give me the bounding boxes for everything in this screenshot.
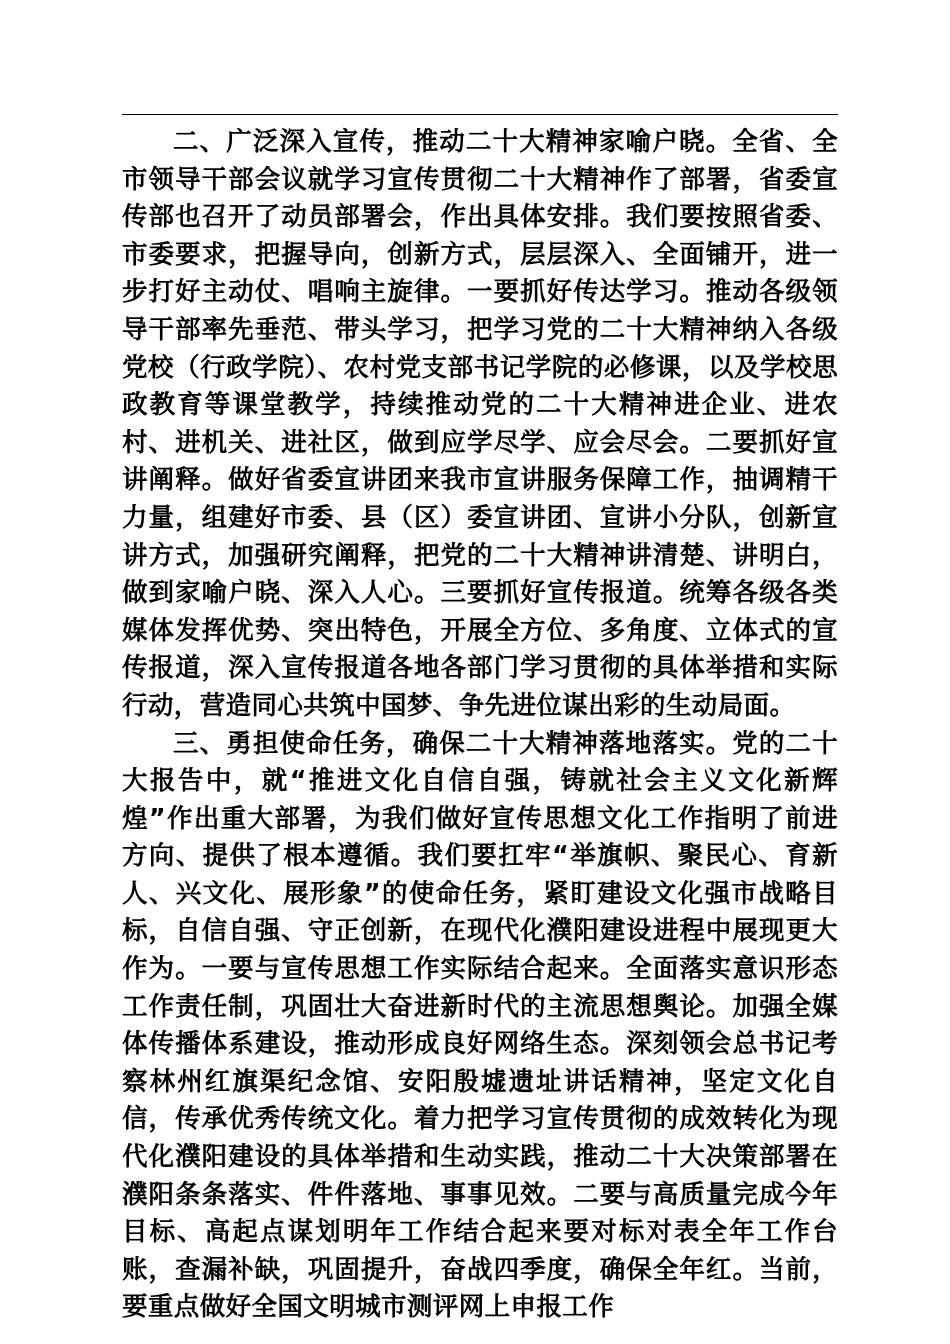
paragraph-section-three: 三、勇担使命任务，确保二十大精神落地落实。党的二十大报告中，就“推进文化自信自强，铸就社会主义文化新辉煌”作出重大部署，为我们做好宣传思想文化工作指明了前进方向、提供了根本遵循。我们要扛牢“举旗帜、聚民心、育新人、兴文化、展形象”的使命任务，紧盯建设文化强市战略目标，自信自强、守正创新，在现代化濮阳建设进程中展现更大作为。一要与宣传思想工作实际结合起来。全面落实意识形态工作责任制，巩固壮大奋进新时代的主流思想舆论。加强全媒体传播体系建设，推动形成良好网络生态。深刻领会总书记考察林州红旗渠纪念馆、安阳殷墟遗址讲话精神，坚定文化自信，传承优秀传统文化。着力把学习宣传贯彻的成效转化为现代化濮阳建设的具体举措和生动实践，推动二十大决策部署在濮阳条条落实、件件落地、事事见效。二要与高质量完成今年目标、高起点谋划明年工作结合起来要对标对表全年工作台账，查漏补缺，巩固提升，奋战四季度，确保全年红。当前，要重点做好全国文明城市测评网上申报工作 — [122, 728, 838, 1323]
document-body — [122, 124, 838, 1327]
header-rule — [122, 114, 838, 115]
paragraph-section-two: 二、广泛深入宣传，推动二十大精神家喻户晓。全省、全市领导干部会议就学习宣传贯彻二十大精神作了部署，省委宣传部也召开了动员部署会，作出具体安排。我们要按照省委、市委要求，把握导向，创新方式，层层深入、全面铺开，进一步打好主动仗、唱响主旋律。一要抓好传达学习。推动各级领导干部率先垂范、带头学习，把学习党的二十大精神纳入各级党校（行政学院）、农村党支部书记学院的必修课，以及学校思政教育等课堂教学，持续推动党的二十大精神进企业、进农村、进机关、进社区，做到应学尽学、应会尽会。二要抓好宣讲阐释。做好省委宣讲团来我市宣讲服务保障工作，抽调精干力量，组建好市委、县（区）委宣讲团、宣讲小分队，创新宣讲方式，加强研究阐释，把党的二十大精神讲清楚、讲明白，做到家喻户晓、深入人心。三要抓好宣传报道。统筹各级各类媒体发挥优势、突出特色，开展全方位、多角度、立体式的宣传报道，深入宣传报道各地各部门学习贯彻的具体举措和实际行动，营造同心共筑中国梦、争先进位谋出彩的生动局面。 — [122, 127, 838, 721]
